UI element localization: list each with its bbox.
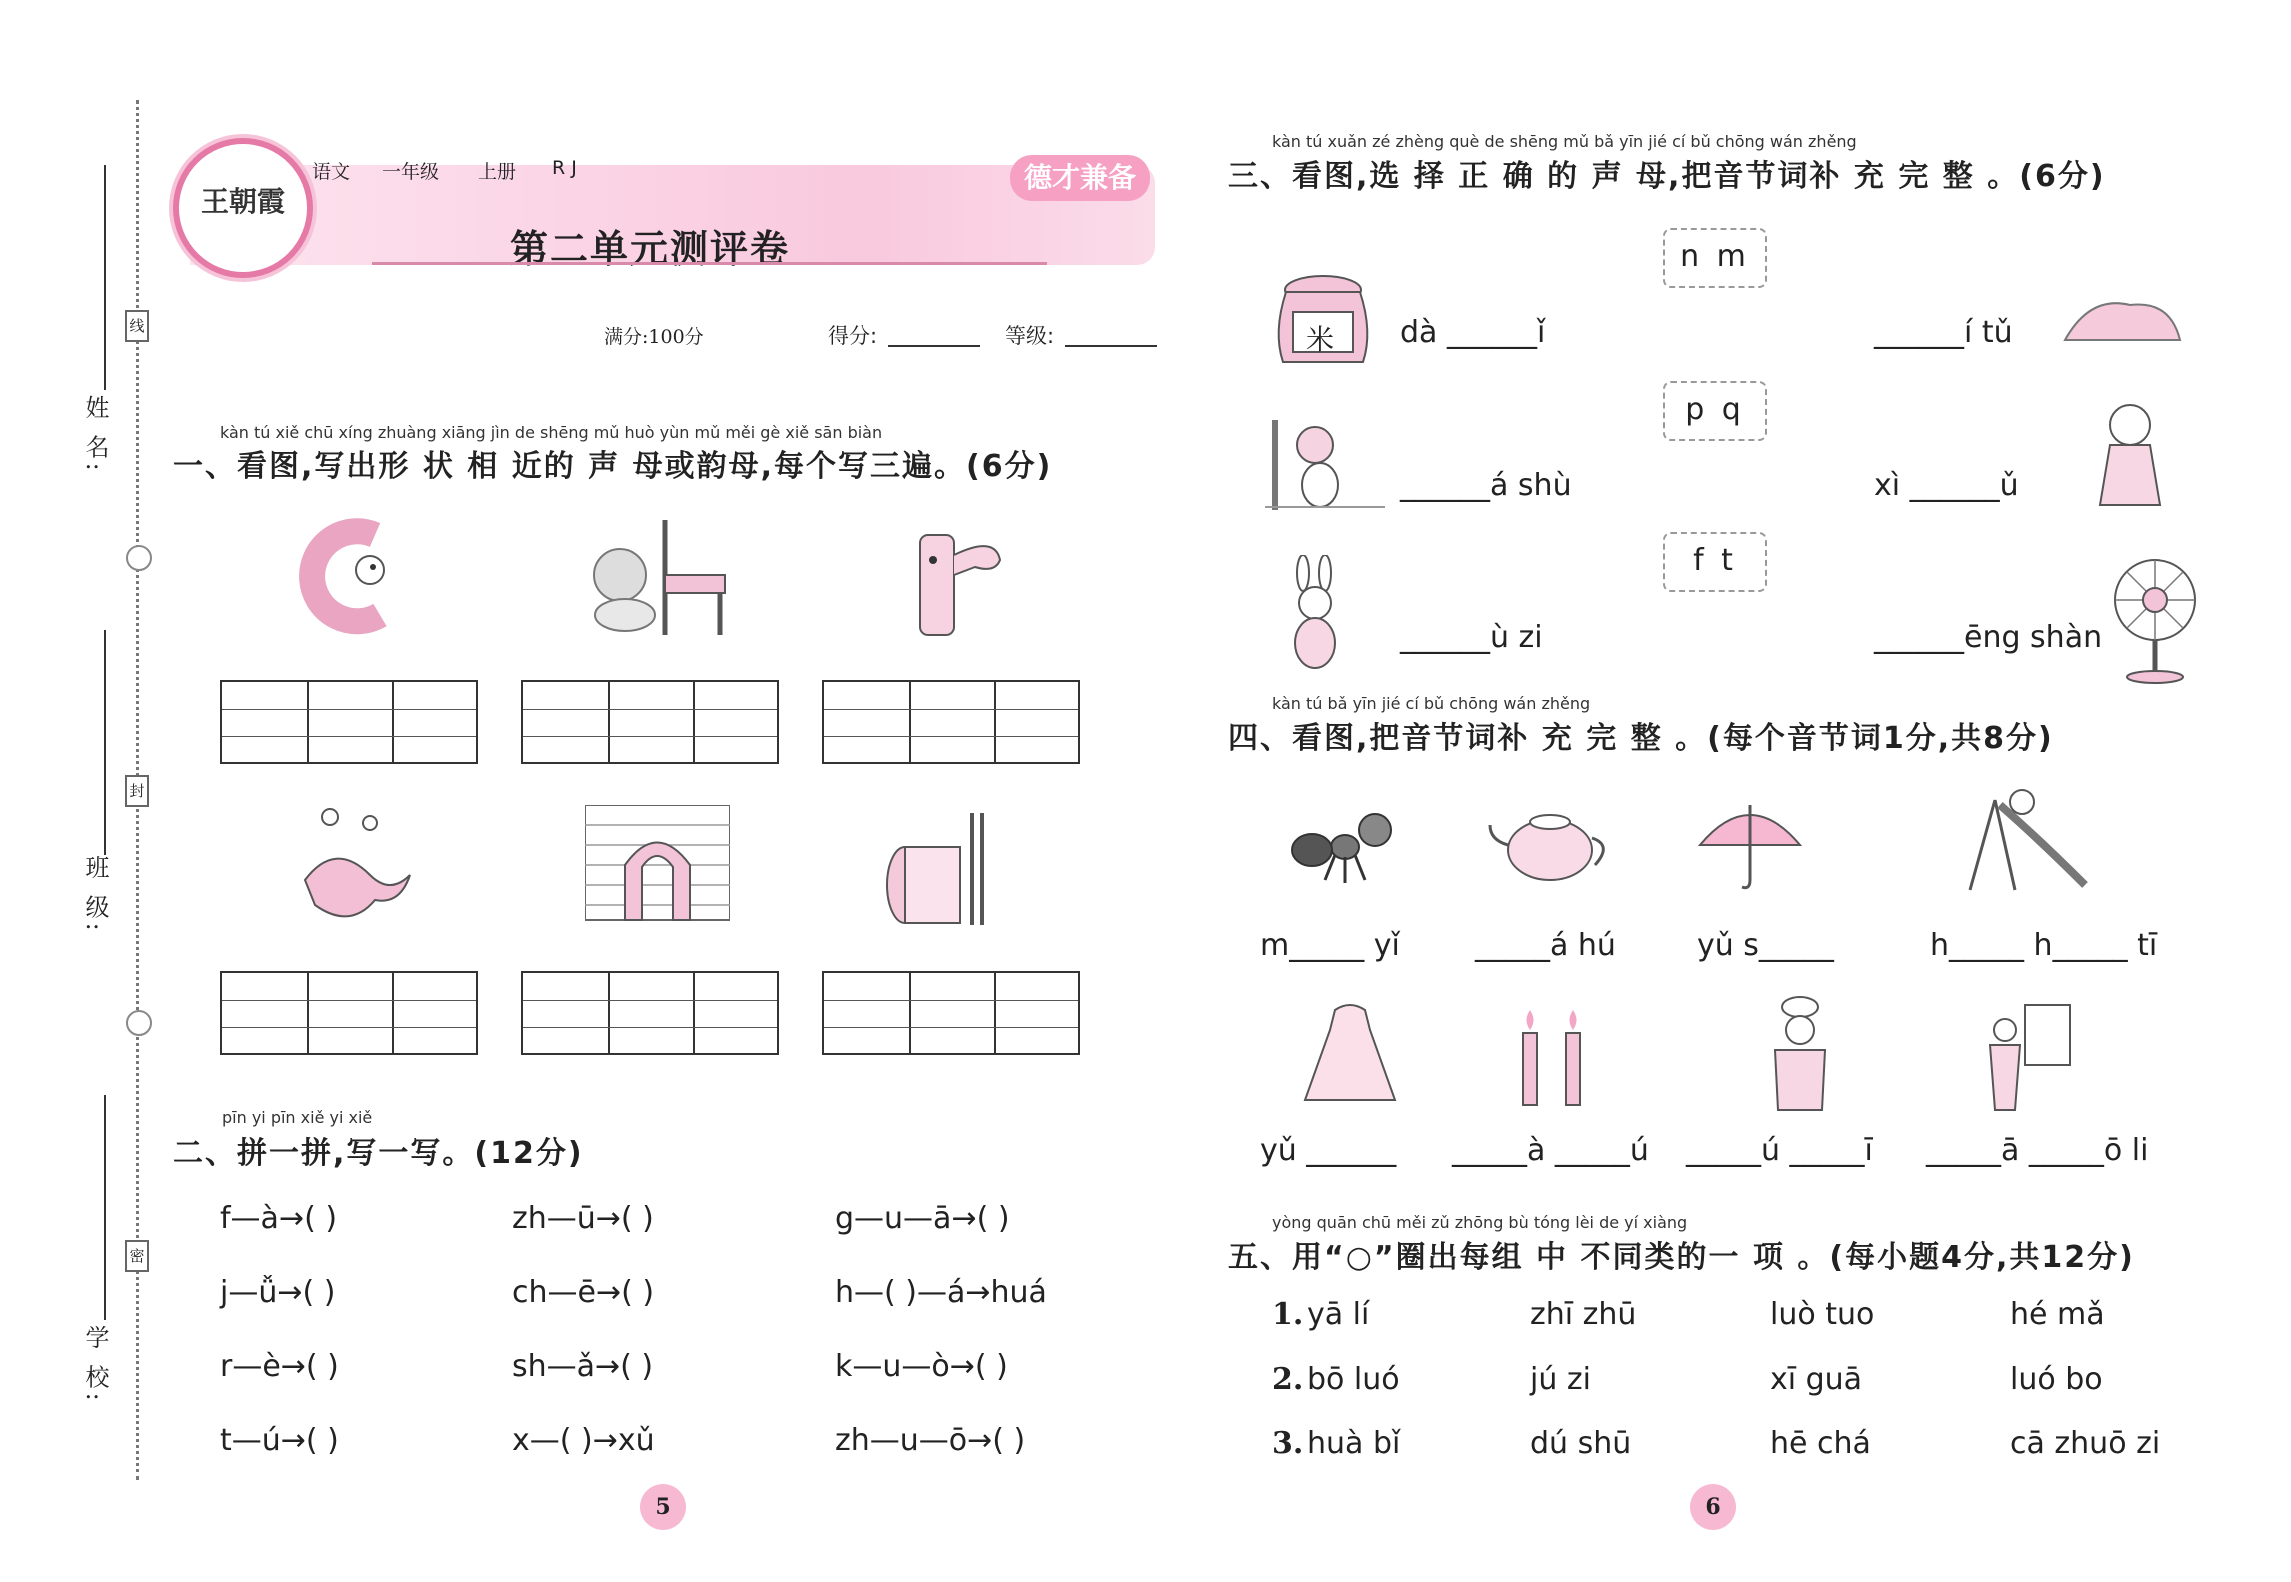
- q1-title: 一、看图,写出形 状 相 近的 声 母或韵母,每个写三遍。(6分): [173, 449, 1053, 484]
- q1-pinyin: kàn tú xiě chū xíng zhuàng xiāng jìn de shēng mǔ huò yùn mǔ měi gè xiě sān biàn: [220, 423, 883, 442]
- page-title: 第二单元测评卷: [510, 227, 791, 271]
- q2-item[interactable]: f—à→( ): [220, 1201, 338, 1236]
- clay-mound-picture: [2060, 290, 2185, 350]
- q2-item[interactable]: zh—ū→( ): [512, 1201, 654, 1236]
- q2-item[interactable]: g—u—ā→( ): [835, 1201, 1010, 1236]
- writing-grid[interactable]: [822, 971, 1080, 1055]
- q3-pinyin: kàn tú xuǎn zé zhèng què de shēng mǔ bǎ yīn jié cí bǔ chōng wán zhěng: [1272, 132, 1857, 151]
- school-write-line: [104, 1095, 106, 1320]
- writing-grid[interactable]: [220, 680, 478, 764]
- q4-item[interactable]: yǔ ______: [1260, 1133, 1397, 1168]
- name-label: 姓 名:: [81, 395, 109, 475]
- q5-option[interactable]: luó bo: [2010, 1362, 2103, 1397]
- chef-picture: [1760, 995, 1840, 1115]
- q2-item[interactable]: ch—ē→( ): [512, 1275, 655, 1310]
- raincoat-picture: [1300, 1000, 1400, 1115]
- q5-row-number: 3.: [1272, 1426, 1304, 1461]
- q5-pinyin: yòng quān chū měi zǔ zhōng bù tóng lèi de yí xiàng: [1272, 1213, 1688, 1232]
- score-label: 得分:: [828, 324, 878, 348]
- volume-label: 上册: [478, 161, 517, 183]
- class-write-line: [104, 630, 106, 855]
- q2-item[interactable]: t—ú→( ): [220, 1423, 339, 1458]
- fish-s-picture: [295, 805, 415, 930]
- teapot-picture: [1485, 800, 1615, 885]
- q4-title: 四、看图,把音节词补 充 完 整 。(每个音节词1分,共8分): [1228, 721, 2054, 756]
- logo-text: 王朝霞: [200, 185, 285, 218]
- q2-pinyin: pīn yi pīn xiě yi xiě: [222, 1108, 373, 1127]
- q3-item[interactable]: ______ēng shàn: [1874, 620, 2103, 655]
- hedgehog-c-picture: [295, 515, 405, 635]
- lion-chair-h-picture: [575, 515, 735, 640]
- q5-option[interactable]: zhī zhū: [1530, 1297, 1637, 1332]
- monkey-tree-picture: [1265, 415, 1385, 510]
- edition-label: R J: [552, 157, 577, 179]
- title-underline: [372, 262, 1047, 265]
- full-score: 满分:100分: [604, 326, 704, 348]
- q4-item[interactable]: yǔ s_____: [1697, 928, 1834, 963]
- q5-option[interactable]: dú shū: [1530, 1426, 1632, 1461]
- q2-item[interactable]: zh—u—ō→( ): [835, 1423, 1026, 1458]
- q5-title: 五、用“○”圈出每组 中 不同类的一 项 。(每小题4分,共12分): [1228, 1240, 2135, 1275]
- q3-item[interactable]: ______á shù: [1400, 468, 1572, 503]
- seal-box-seal: 封: [125, 775, 149, 807]
- seal-box-secret: 密: [125, 1240, 149, 1272]
- choice-box-n-m: n m: [1663, 228, 1767, 288]
- q4-item[interactable]: _____à _____ú: [1452, 1133, 1649, 1168]
- binding-hole: [126, 1010, 152, 1036]
- level-label: 等级:: [1005, 324, 1055, 348]
- candles-picture: [1515, 1005, 1590, 1110]
- slide-picture: [1950, 780, 2090, 895]
- motto-badge: 德才兼备: [1010, 155, 1150, 201]
- choice-box-f-t: f t: [1663, 532, 1767, 592]
- q3-item[interactable]: ______ù zi: [1400, 620, 1543, 655]
- brand-logo: [173, 138, 313, 278]
- q2-item[interactable]: j—ǚ→( ): [220, 1275, 336, 1310]
- q3-item[interactable]: xì ______ǔ: [1874, 468, 2019, 503]
- q4-item[interactable]: m_____ yǐ: [1260, 928, 1400, 963]
- face-r-picture: [905, 515, 1015, 640]
- q4-pinyin: kàn tú bǎ yīn jié cí bǔ chōng wán zhěng: [1272, 694, 1591, 713]
- opera-performer-picture: [2090, 400, 2170, 510]
- level-write-line[interactable]: [1065, 345, 1157, 347]
- electric-fan-picture: [2110, 555, 2200, 685]
- q5-option[interactable]: huà bǐ: [1307, 1426, 1401, 1461]
- writing-grid[interactable]: [822, 680, 1080, 764]
- q3-title: 三、看图,选 择 正 确 的 声 母,把音节词补 充 完 整 。(6分): [1228, 159, 2106, 194]
- q5-row-number: 1.: [1272, 1297, 1304, 1332]
- q5-option[interactable]: yā lí: [1307, 1297, 1370, 1332]
- q3-item[interactable]: dà ______ǐ: [1400, 315, 1546, 350]
- umbrella-picture: [1695, 795, 1805, 895]
- writing-grid[interactable]: [220, 971, 478, 1055]
- window-cleaning-picture: [1975, 1000, 2075, 1115]
- score-write-line[interactable]: [888, 345, 980, 347]
- brick-arch-n-picture: [585, 805, 730, 930]
- rice-bag-char: 米: [1306, 323, 1335, 356]
- q2-item[interactable]: x—( )→xǔ: [512, 1423, 655, 1458]
- name-write-line: [104, 165, 106, 390]
- school-label: 学 校:: [81, 1325, 109, 1405]
- writing-grid[interactable]: [521, 971, 779, 1055]
- q2-item[interactable]: r—è→( ): [220, 1349, 339, 1384]
- q2-item[interactable]: sh—ǎ→( ): [512, 1349, 654, 1384]
- grade-label: 一年级: [382, 161, 440, 183]
- q4-item[interactable]: _____ú _____ī: [1686, 1133, 1873, 1168]
- q3-item[interactable]: ______í tǔ: [1874, 315, 2013, 350]
- drum-d-picture: [880, 805, 995, 930]
- q5-option[interactable]: bō luó: [1307, 1362, 1400, 1397]
- q5-option[interactable]: hé mǎ: [2010, 1297, 2105, 1332]
- choice-box-p-q: p q: [1663, 381, 1767, 441]
- q5-option[interactable]: cā zhuō zi: [2010, 1426, 2161, 1461]
- q5-option[interactable]: hē chá: [1770, 1426, 1871, 1461]
- q5-option[interactable]: jú zi: [1530, 1362, 1591, 1397]
- binding-hole: [126, 545, 152, 571]
- q2-item[interactable]: k—u—ò→( ): [835, 1349, 1008, 1384]
- q5-row-number: 2.: [1272, 1362, 1304, 1397]
- page-number-left: 5: [640, 1484, 686, 1530]
- ant-picture: [1290, 795, 1400, 885]
- q4-item[interactable]: h_____ h_____ tī: [1930, 928, 2158, 963]
- seal-box-line: 线: [125, 310, 149, 342]
- page-number-right: 6: [1690, 1484, 1736, 1530]
- q5-option[interactable]: luò tuo: [1770, 1297, 1875, 1332]
- subject-label: 语文: [312, 161, 351, 183]
- q4-item[interactable]: _____á hú: [1475, 928, 1616, 963]
- q4-item[interactable]: _____ā _____ō li: [1926, 1133, 2149, 1168]
- q5-option[interactable]: xī guā: [1770, 1362, 1863, 1397]
- class-label: 班 级:: [81, 855, 109, 935]
- q2-title: 二、拼一拼,写一写。(12分): [173, 1136, 584, 1171]
- rabbit-picture: [1275, 555, 1355, 673]
- writing-grid[interactable]: [521, 680, 779, 764]
- q2-item[interactable]: h—( )—á→huá: [835, 1275, 1047, 1310]
